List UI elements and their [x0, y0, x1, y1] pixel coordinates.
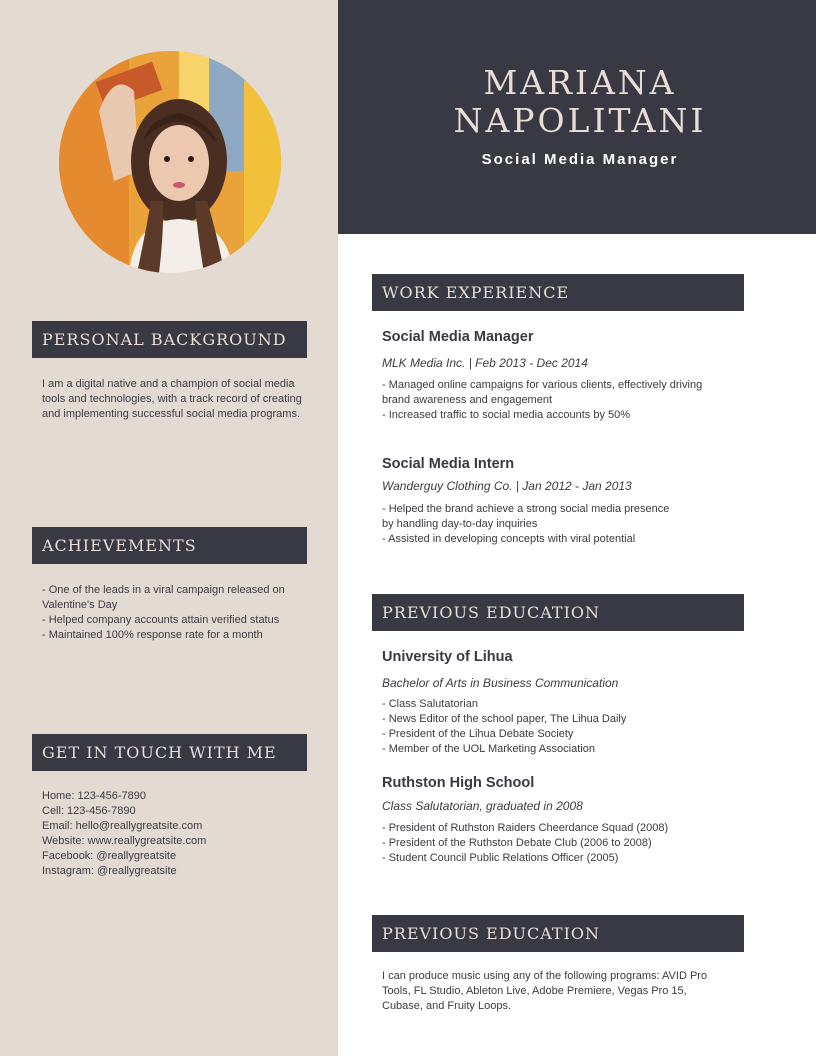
personal-background-text: I am a digital native and a champion of social media tools and technologies, with a track record of creating and implementing successful social media programs. — [42, 378, 302, 420]
skills-heading: PREVIOUS EDUCATION — [372, 915, 744, 952]
school-1-name: University of Lihua — [382, 649, 513, 665]
school-detail-line: - Member of the UOL Marketing Association — [382, 743, 595, 755]
achievement-line: - Maintained 100% response rate for a month — [42, 629, 263, 641]
job-1-company: MLK Media Inc. | Feb 2013 - Dec 2014 — [382, 356, 588, 370]
job-detail-line: - Assisted in developing concepts with viral potential — [382, 533, 636, 545]
job-1-details — [382, 378, 722, 423]
name-first: MARIANA — [483, 63, 677, 102]
school-2-degree: Class Salutatorian, graduated in 2008 — [382, 799, 583, 813]
contact-website[interactable]: Website: www.reallygreatsite.com — [42, 835, 207, 847]
contact-instagram[interactable]: Instagram: @reallygreatsite — [42, 865, 177, 877]
work-experience-heading: WORK EXPERIENCE — [372, 274, 744, 311]
school-detail-line: - News Editor of the school paper, The Lihua Daily — [382, 713, 627, 725]
school-2-name: Ruthston High School — [382, 775, 535, 791]
school-detail-line: - Student Council Public Relations Officer (2005) — [382, 852, 619, 864]
job-detail-line: by handling day-to-day inquiries — [382, 518, 538, 530]
contact-email[interactable]: Email: hello@reallygreatsite.com — [42, 820, 203, 832]
contact-cell: Cell: 123-456-7890 — [42, 805, 136, 817]
achievement-line: Valentine's Day — [42, 599, 118, 611]
achievement-line: - One of the leads in a viral campaign released on — [42, 584, 285, 596]
contact-home: Home: 123-456-7890 — [42, 790, 146, 802]
education-heading: PREVIOUS EDUCATION — [372, 594, 744, 631]
job-detail-line: - Managed online campaigns for various clients, effectively driving — [382, 379, 703, 391]
candidate-name — [338, 64, 816, 140]
school-detail-line: - Class Salutatorian — [382, 698, 478, 710]
school-detail-line: - President of the Ruthston Debate Club (2006 to 2008) — [382, 837, 652, 849]
job-detail-line: - Helped the brand achieve a strong social media presence — [382, 503, 670, 515]
job-1-title: Social Media Manager — [382, 329, 534, 345]
profile-photo — [59, 51, 281, 273]
contact-heading: GET IN TOUCH WITH ME — [32, 734, 307, 771]
school-1-degree: Bachelor of Arts in Business Communication — [382, 676, 619, 690]
school-detail-line: - President of Ruthston Raiders Cheerdance Squad (2008) — [382, 822, 669, 834]
job-2-company: Wanderguy Clothing Co. | Jan 2012 - Jan 2013 — [382, 479, 632, 493]
job-2-details — [382, 502, 722, 547]
achievement-line: - Helped company accounts attain verified status — [42, 614, 280, 626]
job-2-title: Social Media Intern — [382, 456, 515, 472]
achievements-heading: ACHIEVEMENTS — [32, 527, 307, 564]
school-1-details — [382, 697, 722, 757]
contact-facebook[interactable]: Facebook: @reallygreatsite — [42, 850, 177, 862]
job-title: Social Media Manager — [481, 151, 679, 168]
skills-text: I can produce music using any of the following programs: AVID Pro Tools, FL Studio, Ableton Live, Adobe Premiere, Vegas Pro 15, Cubase, and Fruity Loops. — [382, 970, 708, 1012]
job-detail-line: - Increased traffic to social media accounts by 50% — [382, 409, 631, 421]
achievements-list — [42, 583, 382, 643]
contact-list — [42, 789, 382, 879]
school-detail-line: - President of the Lihua Debate Society — [382, 728, 574, 740]
job-detail-line: brand awareness and engagement — [382, 394, 553, 406]
school-2-details — [382, 821, 722, 866]
personal-background-heading: PERSONAL BACKGROUND — [32, 321, 307, 358]
name-last: NAPOLITANI — [453, 101, 707, 140]
